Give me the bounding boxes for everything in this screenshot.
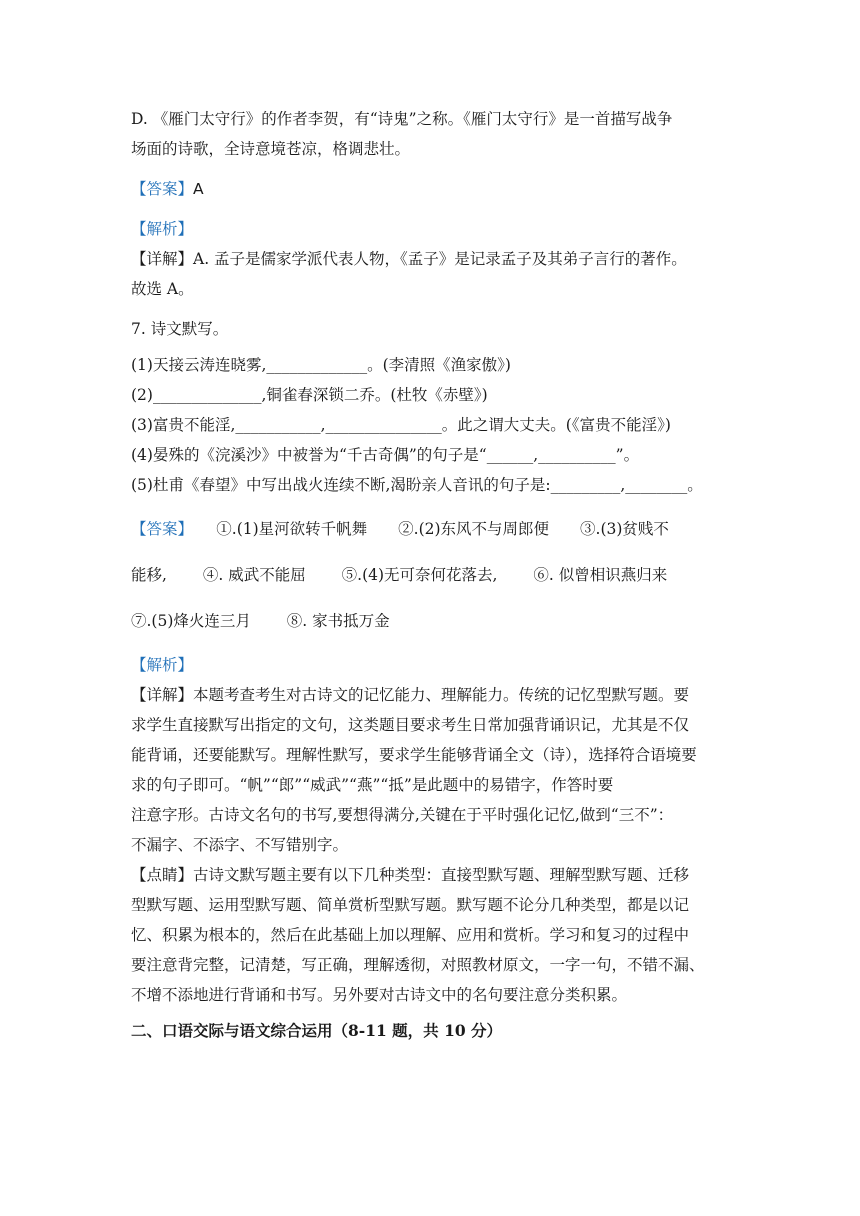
q7-detail-line: 求学生直接默写出指定的文句，这类题目要求考生日常加强背诵识记，尤其是不仅 xyxy=(131,716,690,734)
q6-detail-line1: 【详解】A. 孟子是儒家学派代表人物，《孟子》是记录孟子及其弟子言行的著作。 xyxy=(131,250,687,268)
q7-detail-line: 【详解】本题考查考生对古诗文的记忆能力、理解能力。传统的记忆型默写题。要 xyxy=(131,686,690,704)
q6-detail-line2: 故选 A。 xyxy=(131,280,194,298)
q7-dianjing-line: 要注意背完整，记清楚，写正确，理解透彻，对照教材原文，一字一句，不错不漏、 xyxy=(131,956,705,974)
q7-item-3: (3)富贵不能淫,___________,_______________。此之谓大丈夫。(《富贵不能淫》) xyxy=(131,416,671,434)
q7-dianjing-line: 不增不添地进行背诵和书写。另外要对古诗文中的名句要注意分类积累。 xyxy=(131,986,628,1004)
q7-detail-line: 不漏字、不添字、不写错别字。 xyxy=(131,836,349,854)
q7-dianjing-line: 【点睛】古诗文默写题主要有以下几种类型：直接型默写题、理解型默写题、迁移 xyxy=(131,866,690,884)
q7-detail-line: 求的句子即可。“帆”“郎”“威武”“燕”“抵”是此题中的易错字，作答时要 xyxy=(131,776,614,794)
q7-dianjing-line: 型默写题、运用型默写题、简单赏析型默写题。默写题不论分几种类型，都是以记 xyxy=(131,896,690,914)
document-page xyxy=(131,104,731,1046)
q7-detail xyxy=(131,680,731,860)
q7-item-2: (2)______________,铜雀春深锁二乔。(杜牧《赤壁》) xyxy=(131,386,488,404)
answer-value: A xyxy=(193,180,204,198)
q7-answer-row-1 xyxy=(131,506,731,552)
q7-item-1: (1)天接云涛连晓雾,_____________。(李清照《渔家傲》) xyxy=(131,356,511,374)
section-2-heading: 二、口语交际与语文综合运用（8-11 题，共 10 分） xyxy=(131,1021,503,1040)
q7-answer-block xyxy=(131,506,731,644)
q7-item-5: (5)杜甫《春望》中写出战火连续不断,渴盼亲人音讯的句子是:_________,________。 xyxy=(131,476,703,494)
q6-analysis-tag: 【解析】 xyxy=(131,220,194,238)
q7-dianjing xyxy=(131,860,731,1010)
q7-title: 7. 诗文默写。 xyxy=(131,320,229,338)
q7-detail-line: 注意字形。古诗文名句的书写,要想得满分,关键在于平时强化记忆,做到“三不”： xyxy=(131,806,674,824)
q6-answer xyxy=(131,174,731,204)
q7-dianjing-line: 忆、积累为根本的，然后在此基础上加以理解、应用和赏析。学习和复习的过程中 xyxy=(131,926,690,944)
q7-answer-row-3: ⑦.(5)烽火连三月 ⑧. 家书抵万金 xyxy=(131,612,390,630)
q6-option-d-line2: 场面的诗歌，全诗意境苍凉，格调悲壮。 xyxy=(131,140,411,158)
q7-items xyxy=(131,350,731,500)
q7-answer-row-2: 能移, ④. 威武不能屈 ⑤.(4)无可奈何花落去, ⑥. 似曾相识燕归来 xyxy=(131,566,668,584)
answer-text: ①.(1)星河欲转千帆舞 ②.(2)东风不与周郎便 ③.(3)贫贱不 xyxy=(216,520,669,538)
answer-tag: 【答案】 xyxy=(131,180,194,198)
q6-option-d-line1: D. 《雁门太守行》的作者李贺，有“诗鬼”之称。《雁门太守行》是一首描写战争 xyxy=(131,110,673,128)
q7-item-4: (4)晏殊的《浣溪沙》中被誉为“千古奇偶”的句子是“______,__________”。 xyxy=(131,446,640,464)
q7-analysis-tag: 【解析】 xyxy=(131,656,194,674)
answer-tag: 【答案】 xyxy=(131,520,186,538)
q7-detail-line: 能背诵，还要能默写。理解性默写，要求学生能够背诵全文（诗），选择符合语境要 xyxy=(131,746,697,764)
